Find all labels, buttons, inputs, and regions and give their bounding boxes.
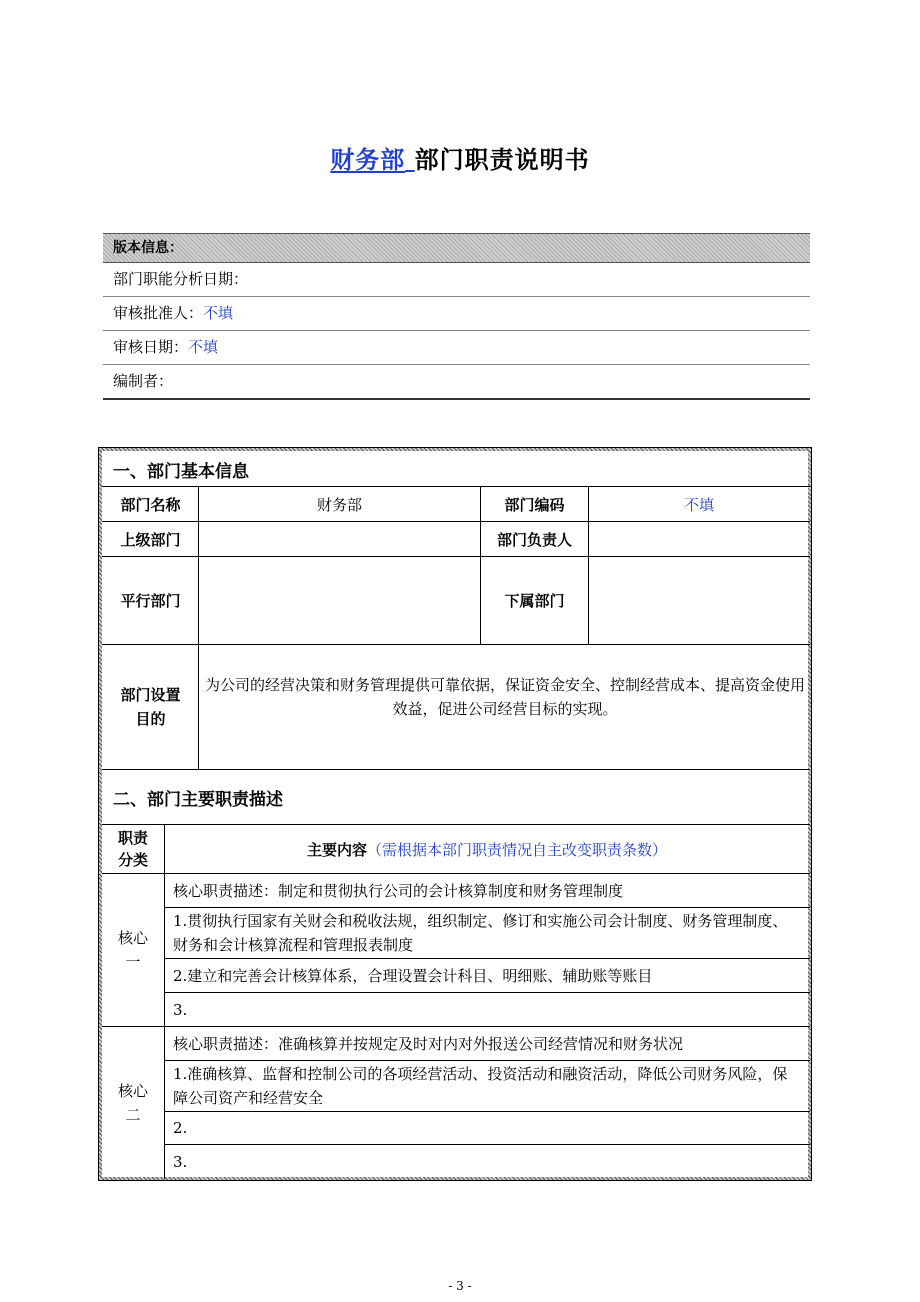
content-header-note: （需根据本部门职责情况自主改变职责条数） [367,840,668,859]
version-row-label: 审核日期： [113,338,189,356]
version-row-label: 编制者： [113,372,174,390]
superior-dept-label: 上级部门 [120,530,181,549]
dept-head-value [589,522,809,556]
duty-item: 3. [173,1000,188,1019]
duty-item: 1.准确核算、监督和控制公司的各项经营活动、投资活动和融资活动，降低公司财务风险，保障公司资产和经营安全 [173,1065,788,1107]
title-underline-spacer [405,146,414,174]
dept-head-label: 部门负责人 [496,530,572,549]
dept-code-value: 不填 [683,495,714,514]
version-row-value: 不填 [188,338,219,356]
column-divider [588,486,589,645]
superior-dept-value [199,522,480,556]
dept-name-value: 财务部 [316,495,362,514]
version-row-label: 审核批准人： [113,304,204,322]
version-row-author [103,365,810,400]
version-row-approver [103,297,810,331]
version-info-header: 版本信息： [103,233,810,263]
version-row-analysis-date [103,263,810,297]
duty-item: 核心职责描述：准确核算并按规定及时对内对外报送公司经营情况和财务状况 [173,1034,684,1053]
duty-item: 1.贯彻执行国家有关财会和税收法规，组织制定、修订和实施公司会计制度、财务管理制度、财务和会计核算流程和管理报表制度 [173,912,788,954]
purpose-label: 部门设置目的 [120,686,181,728]
title-suffix: 部门职责说明书 [414,146,590,174]
department-table [98,447,812,1181]
core-group-name: 核心二 [117,1081,148,1124]
version-info-block [103,233,810,400]
section1-title: 一、部门基本信息 [113,462,249,482]
duty-item: 2.建立和完善会计核算体系，合理设置会计科目、明细账、辅助账等账目 [173,966,653,985]
dept-code-label: 部门编码 [504,495,565,514]
version-row-label: 部门职能分析日期： [113,270,249,288]
duty-item: 核心职责描述：制定和贯彻执行公司的会计核算制度和财务管理制度 [173,881,624,900]
divider [102,644,810,645]
duty-item: 2. [173,1119,188,1137]
department-name-title: 财务部 [330,146,406,174]
content-header [165,825,809,873]
column-divider [480,486,481,645]
category-header: 职责分类 [117,829,148,869]
core-group-name: 核心一 [117,929,148,971]
purpose-text: 为公司的经营决策和财务管理提供可靠依据，保证资金安全、控制经营成本、提高资金使用效益，促进公司经营目标的实现。 [204,676,805,718]
page-number: - 3 - [448,1279,472,1293]
version-row-value: 不填 [203,304,234,322]
section2-title: 二、部门主要职责描述 [113,789,283,810]
duty-item: 3. [173,1152,188,1171]
parallel-dept-value [199,557,480,644]
content-header-label: 主要内容 [306,840,367,859]
version-row-review-date [103,331,810,365]
column-divider [198,486,199,770]
subordinate-dept-label: 下属部门 [504,592,565,610]
parallel-dept-label: 平行部门 [120,592,181,610]
subordinate-dept-value [589,557,809,644]
dept-name-label: 部门名称 [120,495,181,514]
page-title [0,140,920,175]
